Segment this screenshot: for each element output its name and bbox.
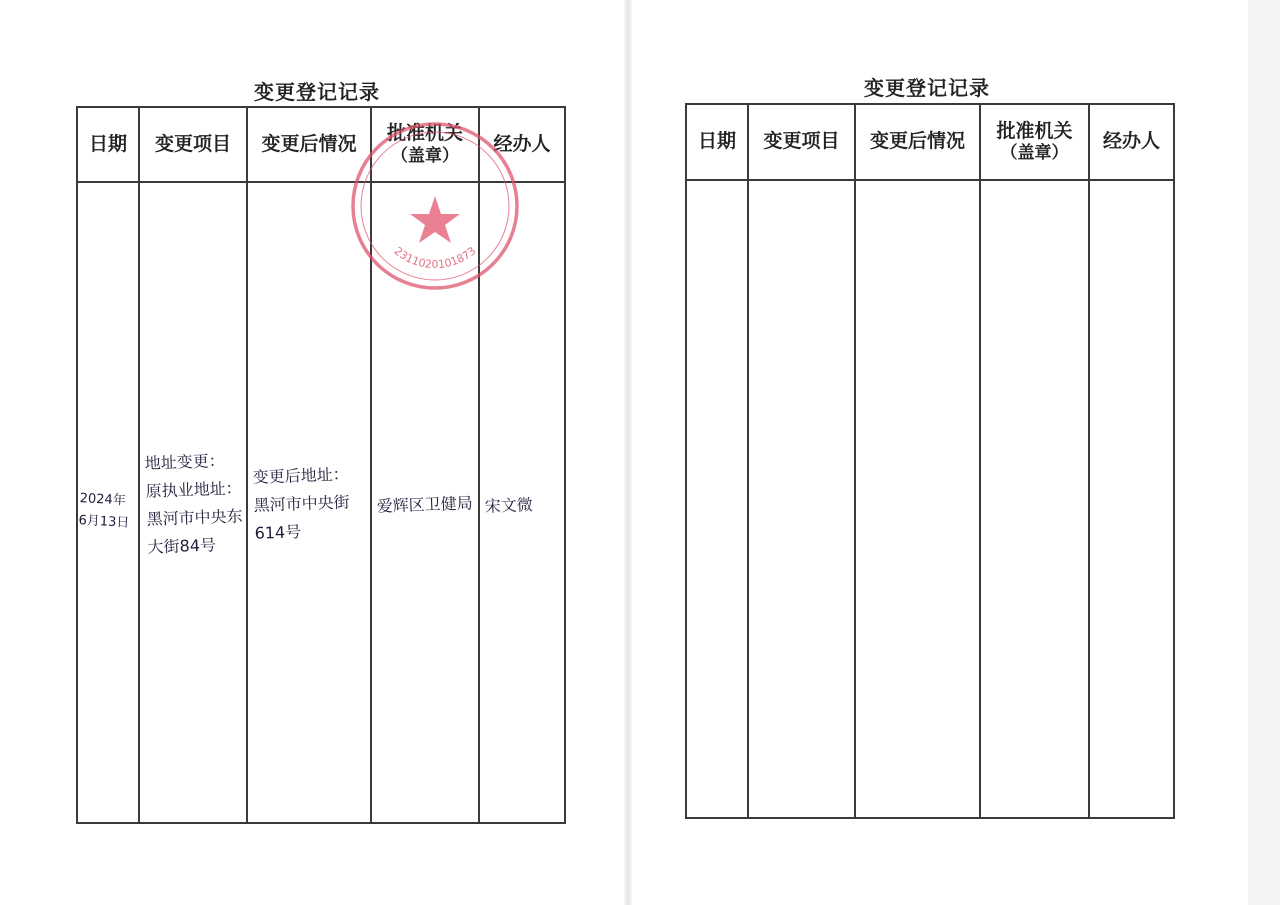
- header-authority-label: 批准机关: [386, 122, 463, 144]
- header-authority: [980, 104, 1089, 180]
- empty-cell: [1089, 180, 1174, 818]
- record-handler: 宋文微: [484, 494, 534, 516]
- record-after-cell: [247, 182, 371, 823]
- seal-number: 2311020101873: [391, 244, 479, 272]
- header-authority-label: 批准机关: [996, 119, 1073, 142]
- header-authority-sub: （盖章）: [1000, 143, 1069, 164]
- record-date: 2024年 6月13日: [78, 490, 130, 531]
- header-item: 变更项目: [748, 104, 855, 180]
- header-after: 变更后情况: [247, 107, 371, 182]
- header-after: 变更后情况: [855, 104, 980, 180]
- header-handler: 经办人: [479, 107, 565, 182]
- record-handler-cell: [479, 182, 565, 823]
- empty-cell: [748, 180, 855, 818]
- empty-cell: [980, 180, 1089, 818]
- header-date: 日期: [686, 104, 748, 180]
- right-page-title: 变更登记记录: [864, 76, 990, 100]
- header-item: 变更项目: [139, 107, 247, 182]
- record-authority: 爱辉区卫健局: [376, 493, 474, 516]
- right-register-table: [685, 103, 1175, 819]
- left-register-table: [76, 106, 566, 824]
- header-authority-sub: （盖章）: [391, 145, 459, 166]
- record-item: 地址变更： 原执业地址： 黑河市中央东 大街84号: [144, 450, 243, 557]
- empty-cell: [686, 180, 748, 818]
- record-row: [77, 182, 565, 823]
- record-authority-cell: [371, 182, 479, 823]
- book-gutter: [624, 0, 632, 905]
- left-page-title: 变更登记记录: [254, 80, 380, 104]
- header-date: 日期: [77, 107, 139, 182]
- record-item-cell: [139, 182, 247, 823]
- empty-record-row: [686, 180, 1174, 818]
- record-after: 变更后地址： 黑河市中央街 614号: [252, 464, 350, 543]
- record-date-cell: [77, 182, 139, 823]
- empty-cell: [855, 180, 980, 818]
- header-row: [686, 104, 1174, 180]
- header-handler: 经办人: [1089, 104, 1174, 180]
- header-authority: [371, 107, 479, 182]
- header-row: [77, 107, 565, 182]
